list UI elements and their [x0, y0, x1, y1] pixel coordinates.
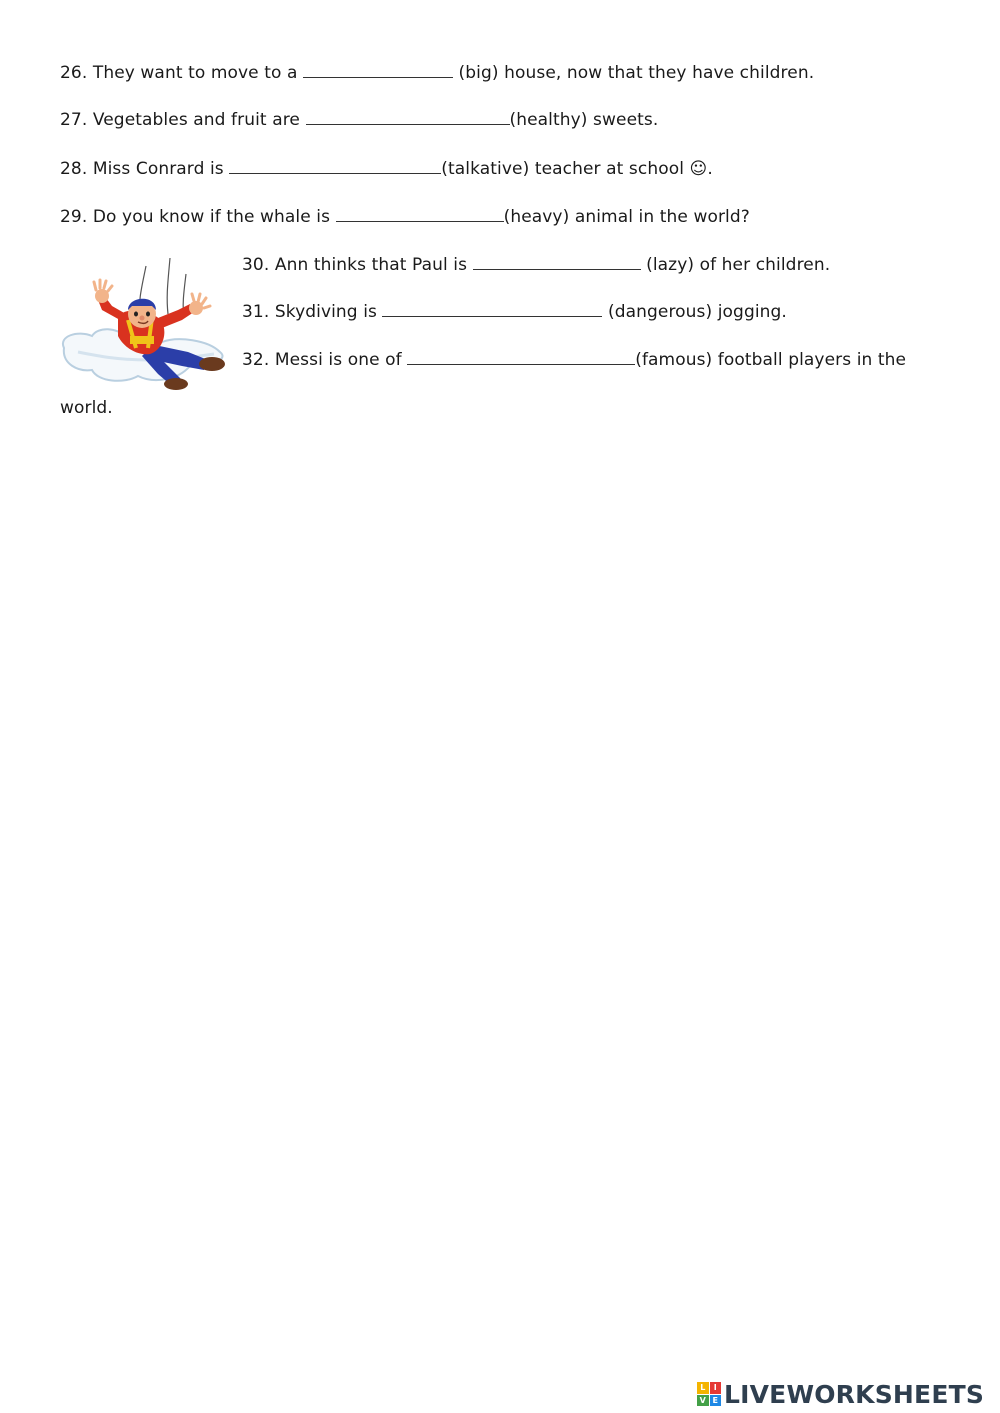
exercise-32-text-before: 32. Messi is one of	[242, 350, 408, 370]
exercise-26-answer-blank[interactable]	[303, 61, 453, 78]
exercise-27	[60, 108, 658, 131]
logo-letter-i: I	[710, 1382, 722, 1394]
exercise-28	[60, 157, 713, 180]
exercise-27-text-before: 27. Vegetables and fruit are	[60, 110, 306, 130]
exercise-31-answer-blank[interactable]	[382, 300, 602, 317]
liveworksheets-logo	[697, 1378, 997, 1410]
logo-grid-icon	[697, 1382, 721, 1406]
logo-brand-text: LIVEWORKSHEETS	[724, 1379, 985, 1409]
exercise-32-text-after: (famous) football players in the	[635, 350, 907, 370]
exercise-29-text-after: (heavy) animal in the world?	[503, 207, 750, 227]
exercise-27-text-after: (healthy) sweets.	[509, 110, 659, 130]
exercise-29-text-before: 29. Do you know if the whale is	[60, 207, 336, 227]
exercise-30-text-before: 30. Ann thinks that Paul is	[242, 255, 473, 275]
exercise-29	[60, 205, 750, 228]
exercise-29-answer-blank[interactable]	[336, 205, 504, 222]
exercise-31-text-after: (dangerous) jogging.	[602, 302, 787, 322]
exercise-27-answer-blank[interactable]	[306, 108, 510, 125]
exercise-30-text-after: (lazy) of her children.	[640, 255, 831, 275]
exercise-32-answer-blank[interactable]	[407, 348, 635, 365]
exercise-28-answer-blank[interactable]	[229, 157, 441, 174]
exercise-26-text-before: 26. They want to move to a	[60, 63, 304, 83]
exercise-30	[242, 253, 830, 276]
exercise-32-continuation: world.	[60, 398, 113, 418]
exercise-28-text-after: (talkative) teacher at school ☺.	[441, 159, 713, 179]
exercise-28-text-before: 28. Miss Conrard is	[60, 159, 230, 179]
logo-letter-e: E	[710, 1395, 722, 1407]
exercise-30-answer-blank[interactable]	[473, 253, 641, 270]
exercise-26-text-after: (big) house, now that they have children.	[453, 63, 815, 83]
exercise-31-text-before: 31. Skydiving is	[242, 302, 383, 322]
exercise-32	[242, 348, 906, 371]
skydiver-cartoon-icon	[58, 256, 230, 390]
logo-letter-v: V	[697, 1395, 709, 1407]
logo-letter-l: L	[697, 1382, 709, 1394]
exercise-26	[60, 61, 814, 84]
exercise-31	[242, 300, 787, 323]
